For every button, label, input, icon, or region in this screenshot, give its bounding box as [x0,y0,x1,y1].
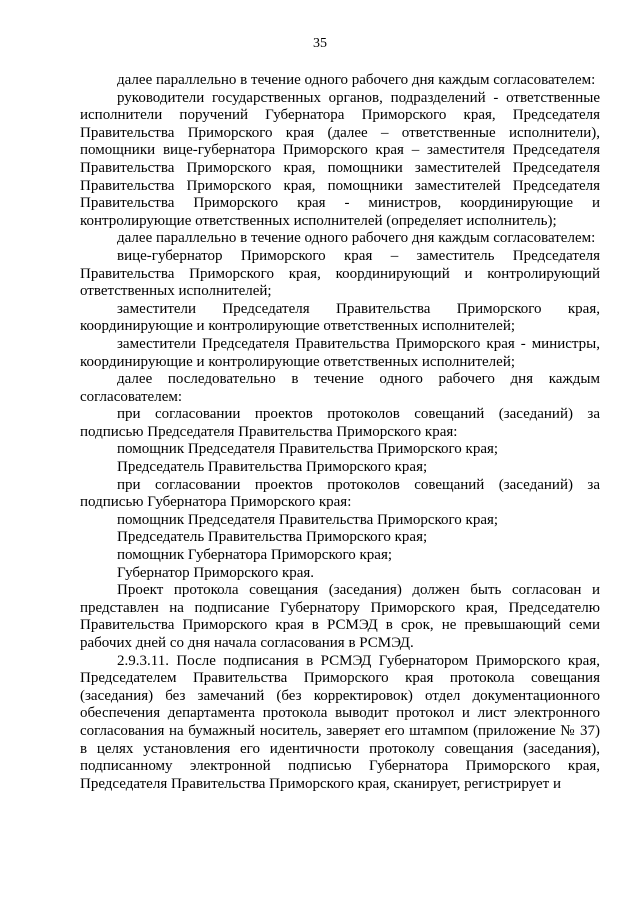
paragraph: 2.9.3.11. После подписания в РСМЭД Губернатором Приморского края, Председателем Правительства Приморского края протокола совещания (заседания) без замечаний (без корректировок) отдел документационного обеспечения департамента протокола выводит протокол и лист электронного согласования на бумажный носитель, заверяет его штампом (приложение № 37) в целях установления его идентичности протоколу совещания (заседания), подписанному электронной подписью Губернатора Приморского края, Председателя Правительства Приморского края, сканирует, регистрирует и [80,652,600,792]
page-number: 35 [313,36,327,51]
paragraph: далее параллельно в течение одного рабочего дня каждым согласователем: [117,72,596,88]
paragraph: заместители Председателя Правительства Приморского края - министры, координирующие и контролирующие ответственных исполнителей; [80,335,600,370]
paragraph: вице-губернатор Приморского края – заместитель Председателя Правительства Приморского края, координирующий и контролирующий ответственных исполнителей; [80,247,600,300]
paragraph: помощник Председателя Правительства Приморского края; [117,441,499,458]
document-body [80,72,600,793]
paragraph: Губернатор Приморского края. [117,564,315,581]
paragraph: Председатель Правительства Приморского края; [117,529,428,546]
paragraph: заместители Председателя Правительства Приморского края, координирующие и контролирующие ответственных исполнителей; [80,300,600,335]
paragraph: Проект протокола совещания (заседания) должен быть согласован и представлен на подписание Губернатору Приморского края, Председателю Правительства Приморского края в РСМЭД в срок, не превышающий семи рабочих дней со дня начала согласования в РСМЭД. [80,582,600,651]
paragraph: помощник Губернатора Приморского края; [117,547,393,564]
paragraph: помощник Председателя Правительства Приморского края; [117,511,499,528]
paragraph: далее параллельно в течение одного рабочего дня каждым согласователем: [117,230,596,247]
paragraph: при согласовании проектов протоколов совещаний (заседаний) за подписью Председателя Правительства Приморского края: [80,406,600,440]
paragraph: руководители государственных органов, подразделений - ответственные исполнители поручений Губернатора Приморского края, Председателя Правительства Приморского края (далее – ответственные исполнители), помощники вице-губернатора Приморского края – заместителя Председателя Правительства Приморского края, помощники заместителей Председателя Правительства Приморского края, помощники заместителей Председателя Правительства Приморского края - министров, координирующие и контролирующие ответственных исполнителей (определяет исполнитель); [80,89,600,229]
paragraph: при согласовании проектов протоколов совещаний (заседаний) за подписью Губернатора Приморского края: [80,476,600,511]
paragraph: Председатель Правительства Приморского края; [117,459,428,476]
paragraph: далее последовательно в течение одного рабочего дня каждым согласователем: [80,371,600,405]
